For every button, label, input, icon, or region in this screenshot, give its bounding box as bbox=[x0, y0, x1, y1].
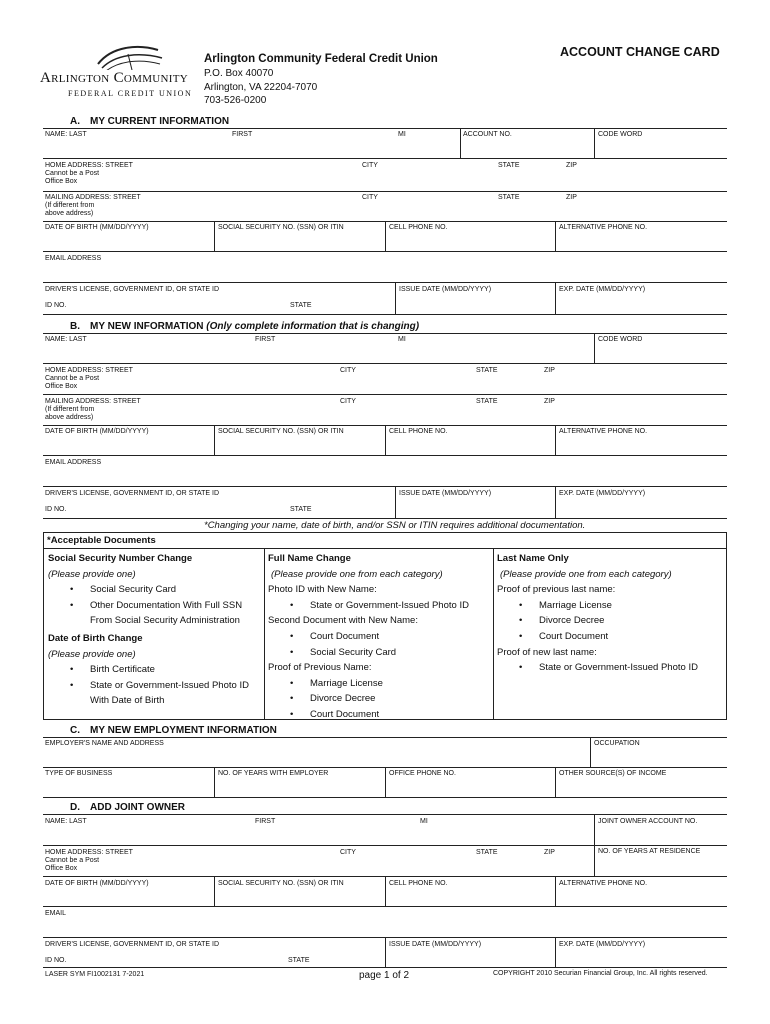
d-email[interactable]: EMAIL bbox=[45, 910, 67, 917]
a-state[interactable]: STATE bbox=[498, 162, 520, 169]
c-occupation[interactable]: OCCUPATION bbox=[594, 740, 640, 747]
full-second-item: • Social Security Card bbox=[268, 645, 492, 661]
section-d-heading: D. ADD JOINT OWNER bbox=[70, 802, 185, 813]
d-drivers-license[interactable]: DRIVER'S LICENSE, GOVERNMENT ID, OR STATE ID bbox=[45, 941, 220, 948]
a-issue-date[interactable]: ISSUE DATE (MM/DD/YYYY) bbox=[399, 286, 492, 293]
section-c-heading: C. MY NEW EMPLOYMENT INFORMATION bbox=[70, 725, 277, 736]
b-state[interactable]: STATE bbox=[476, 367, 498, 374]
a-mailing-address[interactable]: MAILING ADDRESS: STREET (If different from above address) bbox=[45, 194, 141, 217]
full-name-sub: (Please provide one from each category) bbox=[271, 568, 443, 580]
last-name-column bbox=[497, 551, 723, 676]
a-dob[interactable]: DATE OF BIRTH (MM/DD/YYYY) bbox=[45, 224, 149, 231]
last-prev-item: • Court Document bbox=[497, 629, 723, 645]
documents-title: *Acceptable Documents bbox=[47, 535, 156, 546]
org-name: Arlington Community Federal Credit Union bbox=[204, 53, 438, 65]
full-prev-label: Proof of Previous Name: bbox=[268, 662, 372, 674]
ssn-item: • Social Security Card bbox=[48, 582, 262, 598]
section-b-heading: B. MY NEW INFORMATION (Only complete information that is changing) bbox=[70, 321, 420, 332]
a-name-last[interactable]: NAME: LAST bbox=[45, 131, 87, 138]
b-name-last[interactable]: NAME: LAST bbox=[45, 336, 87, 343]
b-ssn[interactable]: SOCIAL SECURITY NO. (SSN) OR ITIN bbox=[218, 428, 344, 435]
b-name-first[interactable]: FIRST bbox=[255, 336, 276, 343]
d-years-residence[interactable]: NO. OF YEARS AT RESIDENCE bbox=[598, 848, 701, 855]
ssn-change-title: Social Security Number Change bbox=[48, 553, 193, 564]
full-second-label: Second Document with New Name: bbox=[268, 615, 418, 627]
full-prev-item: • Divorce Decree bbox=[268, 691, 492, 707]
a-home-address[interactable]: HOME ADDRESS: STREET Cannot be a Post Office Box bbox=[45, 162, 133, 185]
b-state2[interactable]: STATE bbox=[476, 398, 498, 405]
b-city2[interactable]: CITY bbox=[340, 398, 356, 405]
b-id-no[interactable]: ID NO. bbox=[45, 506, 67, 513]
last-name-title: Last Name Only bbox=[497, 553, 569, 564]
a-name-mi[interactable]: MI bbox=[398, 131, 406, 138]
a-exp-date[interactable]: EXP. DATE (MM/DD/YYYY) bbox=[559, 286, 646, 293]
c-type-of-business[interactable]: TYPE OF BUSINESS bbox=[45, 770, 113, 777]
a-account-no[interactable]: ACCOUNT NO. bbox=[463, 131, 512, 138]
dob-change-sub: (Please provide one) bbox=[48, 648, 136, 660]
b-exp-date[interactable]: EXP. DATE (MM/DD/YYYY) bbox=[559, 490, 646, 497]
a-drivers-license[interactable]: DRIVER'S LICENSE, GOVERNMENT ID, OR STATE ID bbox=[45, 286, 220, 293]
a-email[interactable]: EMAIL ADDRESS bbox=[45, 255, 102, 262]
d-issue-date[interactable]: ISSUE DATE (MM/DD/YYYY) bbox=[389, 941, 482, 948]
page-number: page 1 of 2 bbox=[359, 970, 410, 981]
d-exp-date[interactable]: EXP. DATE (MM/DD/YYYY) bbox=[559, 941, 646, 948]
a-city[interactable]: CITY bbox=[362, 162, 378, 169]
b-zip2[interactable]: ZIP bbox=[544, 398, 555, 405]
d-state[interactable]: STATE bbox=[476, 849, 498, 856]
ssn-change-column bbox=[48, 551, 262, 709]
c-office-phone[interactable]: OFFICE PHONE NO. bbox=[389, 770, 456, 777]
b-id-state[interactable]: STATE bbox=[290, 506, 312, 513]
a-zip2[interactable]: ZIP bbox=[566, 194, 577, 201]
b-cell[interactable]: CELL PHONE NO. bbox=[389, 428, 448, 435]
b-email[interactable]: EMAIL ADDRESS bbox=[45, 459, 102, 466]
d-id-no[interactable]: ID NO. bbox=[45, 957, 67, 964]
a-city2[interactable]: CITY bbox=[362, 194, 378, 201]
a-code-word[interactable]: CODE WORD bbox=[598, 131, 643, 138]
b-mailing-address[interactable]: MAILING ADDRESS: STREET (If different from above address) bbox=[45, 398, 141, 421]
org-address1: P.O. Box 40070 bbox=[204, 68, 274, 79]
d-name-last[interactable]: NAME: LAST bbox=[45, 818, 87, 825]
last-new-item: • State or Government-Issued Photo ID bbox=[497, 660, 723, 676]
a-id-state[interactable]: STATE bbox=[290, 302, 312, 309]
d-cell[interactable]: CELL PHONE NO. bbox=[389, 880, 448, 887]
section-a-heading: A. MY CURRENT INFORMATION bbox=[70, 116, 230, 127]
d-name-first[interactable]: FIRST bbox=[255, 818, 276, 825]
a-cell[interactable]: CELL PHONE NO. bbox=[389, 224, 448, 231]
c-years-employer[interactable]: NO. OF YEARS WITH EMPLOYER bbox=[218, 770, 329, 777]
form-title: ACCOUNT CHANGE CARD bbox=[560, 45, 720, 59]
a-state2[interactable]: STATE bbox=[498, 194, 520, 201]
logo-line2: FEDERAL CREDIT UNION bbox=[68, 89, 193, 98]
form-number: LASER SYM FI1002131 7-2021 bbox=[45, 971, 145, 978]
d-dob[interactable]: DATE OF BIRTH (MM/DD/YYYY) bbox=[45, 880, 149, 887]
full-prev-item: • Court Document bbox=[268, 707, 492, 723]
full-name-column bbox=[268, 551, 492, 723]
documentation-note: *Changing your name, date of birth, and/or SSN or ITIN requires additional documentation. bbox=[204, 520, 586, 531]
d-alt-phone[interactable]: ALTERNATIVE PHONE NO. bbox=[559, 880, 648, 887]
b-code-word[interactable]: CODE WORD bbox=[598, 336, 643, 343]
last-new-label: Proof of new last name: bbox=[497, 646, 597, 658]
b-zip[interactable]: ZIP bbox=[544, 367, 555, 374]
full-name-title: Full Name Change bbox=[268, 553, 351, 564]
b-alt-phone[interactable]: ALTERNATIVE PHONE NO. bbox=[559, 428, 648, 435]
full-photo-item: • State or Government-Issued Photo ID bbox=[268, 598, 492, 614]
c-other-income[interactable]: OTHER SOURCE(S) OF INCOME bbox=[559, 770, 667, 777]
dob-item: • Birth Certificate bbox=[48, 662, 262, 678]
d-ssn[interactable]: SOCIAL SECURITY NO. (SSN) OR ITIN bbox=[218, 880, 344, 887]
a-id-no[interactable]: ID NO. bbox=[45, 302, 67, 309]
org-phone: 703-526-0200 bbox=[204, 95, 267, 106]
b-drivers-license[interactable]: DRIVER'S LICENSE, GOVERNMENT ID, OR STATE ID bbox=[45, 490, 220, 497]
dob-change-title: Date of Birth Change bbox=[48, 632, 143, 644]
d-city[interactable]: CITY bbox=[340, 849, 356, 856]
last-prev-item: • Divorce Decree bbox=[497, 613, 723, 629]
d-id-state[interactable]: STATE bbox=[288, 957, 310, 964]
full-second-item: • Court Document bbox=[268, 629, 492, 645]
b-issue-date[interactable]: ISSUE DATE (MM/DD/YYYY) bbox=[399, 490, 492, 497]
b-home-address[interactable]: HOME ADDRESS: STREET Cannot be a Post Office Box bbox=[45, 367, 133, 390]
logo-line1: Arlington Community bbox=[40, 70, 189, 86]
full-prev-item: • Marriage License bbox=[268, 676, 492, 692]
last-prev-item: • Marriage License bbox=[497, 598, 723, 614]
a-zip[interactable]: ZIP bbox=[566, 162, 577, 169]
section-b-note: (Only complete information that is changing) bbox=[206, 321, 420, 332]
b-city[interactable]: CITY bbox=[340, 367, 356, 374]
a-alt-phone[interactable]: ALTERNATIVE PHONE NO. bbox=[559, 224, 648, 231]
dob-item: • State or Government-Issued Photo ID With Date of Birth bbox=[48, 678, 262, 709]
ssn-item: • Other Documentation With Full SSN From Social Security Administration bbox=[48, 598, 262, 629]
a-ssn[interactable]: SOCIAL SECURITY NO. (SSN) OR ITIN bbox=[218, 224, 344, 231]
b-name-mi[interactable]: MI bbox=[398, 336, 406, 343]
c-employer[interactable]: EMPLOYER'S NAME AND ADDRESS bbox=[45, 740, 164, 747]
d-zip[interactable]: ZIP bbox=[544, 849, 555, 856]
b-dob[interactable]: DATE OF BIRTH (MM/DD/YYYY) bbox=[45, 428, 149, 435]
logo bbox=[40, 40, 200, 102]
d-joint-account[interactable]: JOINT OWNER ACCOUNT NO. bbox=[598, 818, 698, 825]
logo-flag-icon bbox=[40, 40, 200, 70]
copyright: COPYRIGHT 2010 Securian Financial Group, Inc. All rights reserved. bbox=[493, 970, 708, 977]
d-name-mi[interactable]: MI bbox=[420, 818, 428, 825]
a-name-first[interactable]: FIRST bbox=[232, 131, 253, 138]
org-address2: Arlington, VA 22204-7070 bbox=[204, 82, 318, 93]
last-prev-label: Proof of previous last name: bbox=[497, 584, 616, 596]
full-photo-label: Photo ID with New Name: bbox=[268, 584, 377, 596]
last-name-sub: (Please provide one from each category) bbox=[500, 568, 672, 580]
d-home-address[interactable]: HOME ADDRESS: STREET Cannot be a Post Office Box bbox=[45, 849, 133, 872]
ssn-change-sub: (Please provide one) bbox=[48, 568, 136, 580]
